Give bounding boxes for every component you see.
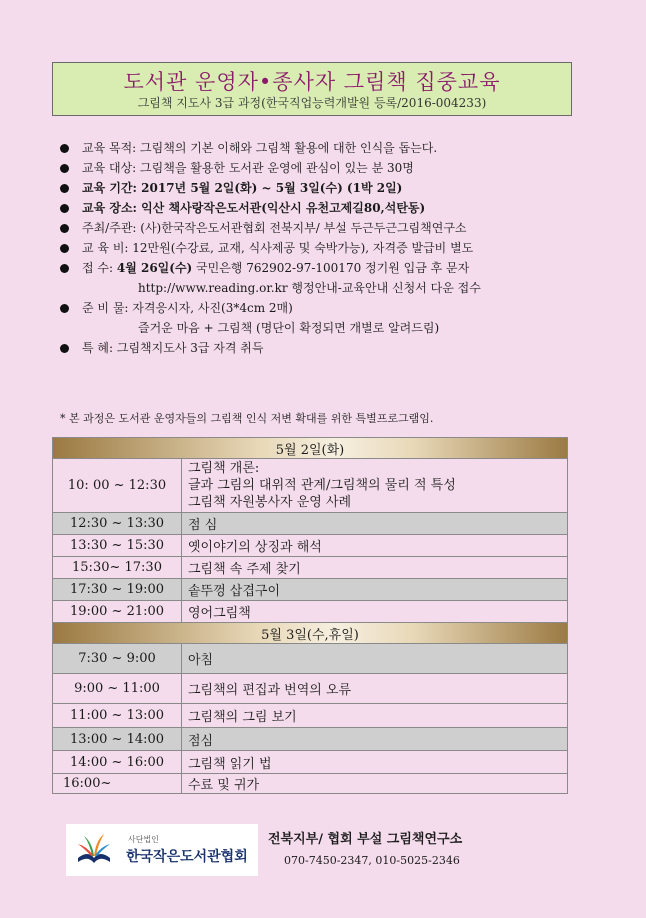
table-row <box>53 704 568 728</box>
table-row <box>53 535 568 557</box>
info-benefit: 특 혜: 그림책지도사 3급 자격 취득 <box>60 338 620 358</box>
time-cell: 14:00 ~ 16:00 <box>53 751 182 774</box>
info-host: 주최/주관: (사)한국작은도서관협회 전북지부/ 부설 두근두근그림책연구소 <box>60 218 620 238</box>
association-logo <box>66 824 258 876</box>
time-cell: 9:00 ~ 11:00 <box>53 674 182 704</box>
session-cell: 그림책 개론: 글과 그림의 대위적 관계/그림책의 물리 적 특성 그림책 자원봉사자 운영 사례 <box>182 459 568 513</box>
session-cell: 옛이야기의 상징과 해석 <box>182 535 568 557</box>
info-registration: 접 수: 4월 26일(수) 국민은행 762902-97-100170 정기원 입금 후 문자 <box>60 258 620 278</box>
info-fee: 교 육 비: 12만원(수강료, 교재, 식사제공 및 숙박가능), 자격증 발급비 별도 <box>60 238 620 258</box>
table-row <box>53 774 568 794</box>
session-cell: 그림책 속 주제 찾기 <box>182 557 568 579</box>
session-cell: 솥뚜껑 삽겹구이 <box>182 579 568 601</box>
time-cell: 13:00 ~ 14:00 <box>53 728 182 751</box>
session-cell: 수료 및 귀가 <box>182 774 568 794</box>
day2-header: 5월 3일(수,휴일) <box>53 623 568 644</box>
session-cell: 아침 <box>182 644 568 674</box>
book-logo-icon <box>72 828 116 872</box>
table-row <box>53 674 568 704</box>
registration-deadline: 4월 26일(수) <box>116 261 193 275</box>
session-cell: 영어그림책 <box>182 601 568 623</box>
session-cell: 그림책의 편집과 번역의 오류 <box>182 674 568 704</box>
day1-header: 5월 2일(화) <box>53 438 568 459</box>
table-row <box>53 644 568 674</box>
program-note: * 본 과정은 도서관 운영자들의 그림책 인식 저변 확대를 위한 특별프로그램임. <box>60 412 434 425</box>
contact-phones: 070-7450-2347, 010-5025-2346 <box>284 854 460 867</box>
info-period: 교육 기간: 2017년 5월 2일(화) ~ 5월 3일(수) (1박 2일) <box>60 178 620 198</box>
bullet-icon <box>60 344 69 353</box>
table-row <box>53 513 568 535</box>
bullet-icon <box>60 304 69 313</box>
time-cell: 15:30~ 17:30 <box>53 557 182 579</box>
info-place: 교육 장소: 익산 책사랑작은도서관(익산시 유천고제길80,석탄동) <box>60 198 620 218</box>
info-materials-cont: 즐거운 마음 + 그림책 (명단이 확정되면 개별로 알려드림) <box>138 321 440 335</box>
time-cell: 16:00~ <box>53 774 182 794</box>
session-cell: 그림책 읽기 법 <box>182 751 568 774</box>
table-row <box>53 557 568 579</box>
bullet-icon <box>60 144 69 153</box>
session-cell: 점심 <box>182 728 568 751</box>
time-cell: 19:00 ~ 21:00 <box>53 601 182 623</box>
time-cell: 11:00 ~ 13:00 <box>53 704 182 728</box>
table-row <box>53 459 568 513</box>
time-cell: 10: 00 ~ 12:30 <box>53 459 182 513</box>
info-list <box>60 138 620 358</box>
page-subtitle: 그림책 지도사 3급 과정(한국직업능력개발원 등록/2016-004233) <box>137 96 487 110</box>
time-cell: 12:30 ~ 13:30 <box>53 513 182 535</box>
bullet-icon <box>60 204 69 213</box>
schedule-table <box>52 437 568 794</box>
bullet-icon <box>60 164 69 173</box>
info-purpose: 교육 목적: 그림책의 기본 이해와 그림책 활용에 대한 인식을 돕는다. <box>60 138 620 158</box>
info-target: 교육 대상: 그림책을 활용한 도서관 운영에 관심이 있는 분 30명 <box>60 158 620 178</box>
time-cell: 13:30 ~ 15:30 <box>53 535 182 557</box>
table-row <box>53 579 568 601</box>
session-cell: 점 심 <box>182 513 568 535</box>
bullet-icon <box>60 244 69 253</box>
bullet-icon <box>60 264 69 273</box>
page-title: 도서관 운영자•종사자 그림책 집중교육 <box>123 70 501 94</box>
table-row <box>53 601 568 623</box>
table-row <box>53 751 568 774</box>
session-cell: 그림책의 그림 보기 <box>182 704 568 728</box>
table-row <box>53 728 568 751</box>
logo-subtitle: 사단법인 <box>128 835 159 844</box>
bullet-icon <box>60 184 69 193</box>
logo-name: 한국작은도서관협회 <box>126 849 248 865</box>
bullet-icon <box>60 224 69 233</box>
time-cell: 17:30 ~ 19:00 <box>53 579 182 601</box>
time-cell: 7:30 ~ 9:00 <box>53 644 182 674</box>
info-materials: 준 비 물: 자격응시자, 사진(3*4cm 2매) <box>60 298 620 318</box>
info-registration-url: http://www.reading.or.kr 행정안내-교육안내 신청서 다운 접수 <box>138 281 481 295</box>
title-box <box>52 62 572 116</box>
org-name: 전북지부/ 협회 부설 그림책연구소 <box>268 832 463 847</box>
